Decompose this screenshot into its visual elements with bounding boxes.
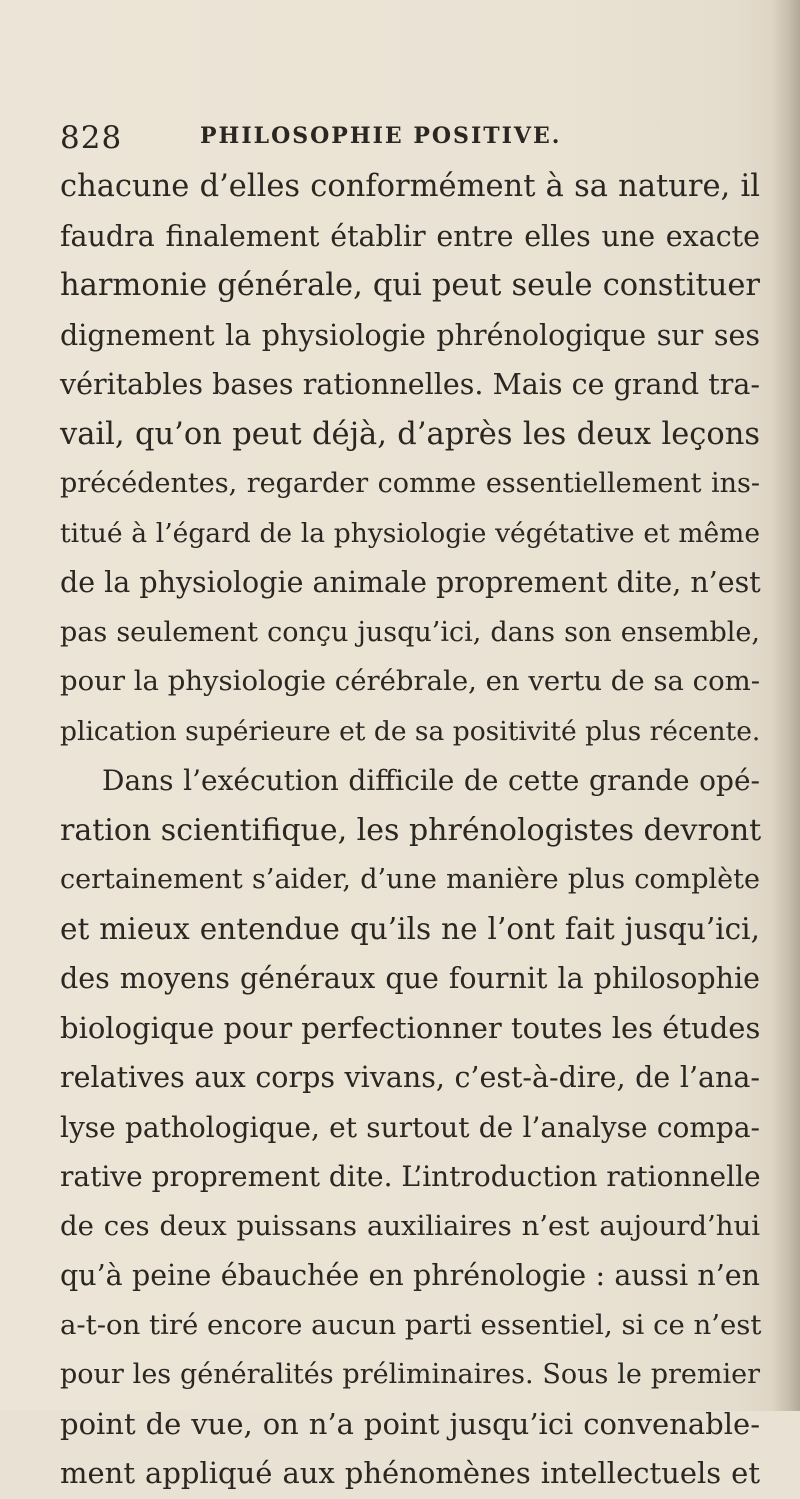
text-line: pour les généralités préliminaires. Sous le premier — [60, 1359, 760, 1390]
text-line: lyse pathologique, et surtout de l’analyse compa- — [60, 1110, 760, 1144]
text-line: et mieux entendue qu’ils ne l’ont fait jusqu’ici, — [60, 911, 760, 946]
text-line: qu’à peine ébauchée en phrénologie : aussi n’en — [60, 1259, 760, 1292]
text-line: biologique pour perfectionner toutes les études — [60, 1010, 761, 1045]
page-number: 828 — [60, 120, 123, 156]
text-line: faudra finalement établir entre elles une exacte — [60, 219, 760, 253]
text-line: des moyens généraux que fournit la philosophie — [60, 962, 760, 995]
text-line: de ces deux puissans auxiliaires n’est aujourd’hui — [60, 1209, 760, 1242]
text-line: de la physiologie animale proprement dite, n’est — [60, 566, 761, 599]
text-line: pour la physiologie cérébrale, en vertu de sa com- — [60, 665, 760, 697]
text-line: point de vue, on n’a point jusqu’ici convenable- — [60, 1406, 760, 1441]
text-line: rative proprement dite. L’introduction rationnelle — [60, 1160, 761, 1193]
text-line: ment appliqué aux phénomènes intellectuels et — [60, 1456, 760, 1490]
paragraph-end-line: plication supérieure et de sa positivité plus récente. — [60, 715, 761, 747]
running-head — [60, 120, 740, 160]
running-title: PHILOSOPHIE POSITIVE. — [200, 123, 562, 149]
text-line: certainement s’aider, d’une manière plus complète — [60, 864, 760, 895]
text-line: harmonie générale, qui peut seule constituer — [60, 268, 760, 303]
text-line: véritables bases rationnelles. Mais ce grand tra- — [60, 368, 760, 401]
text-line: dignement la physiologie phrénologique sur ses — [60, 318, 760, 352]
page-edge-shadow — [772, 0, 800, 1411]
text-line: pas seulement conçu jusqu’ici, dans son ensemble, — [60, 616, 760, 648]
text-line: titué à l’égard de la physiologie végétative et même — [60, 517, 760, 549]
text-line: vail, qu’on peut déjà, d’après les deux leçons — [60, 416, 760, 452]
text-line: chacune d’elles conformément à sa nature, il — [60, 169, 760, 204]
text-line: a-t-on tiré encore aucun parti essentiel, si ce n’est — [60, 1308, 762, 1341]
text-line: ration scientifique, les phrénologistes devront — [60, 812, 762, 848]
text-line: relatives aux corps vivans, c’est-à-dire, de l’ana- — [60, 1061, 760, 1094]
text-line: précédentes, regarder comme essentiellement ins- — [60, 468, 760, 499]
paragraph-start-line: Dans l’exécution difficile de cette grande opé- — [102, 764, 760, 797]
body-text — [60, 162, 760, 1499]
